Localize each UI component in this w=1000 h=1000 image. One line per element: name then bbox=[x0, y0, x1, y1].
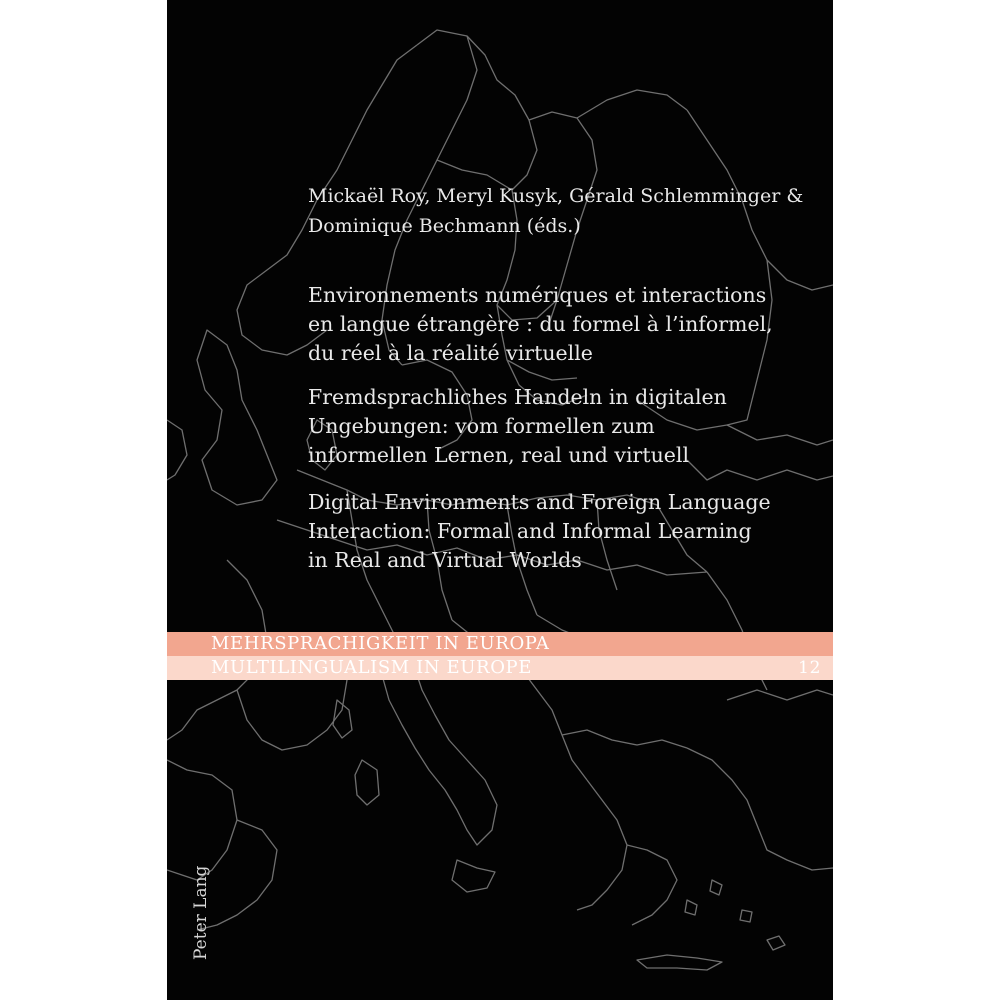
title-french-line: Environnements numériques et interactions bbox=[308, 283, 767, 307]
series-band-german bbox=[167, 632, 833, 656]
title-french-line: en langue étrangère : du formel à l’informel, bbox=[308, 312, 773, 336]
series-number: 12 bbox=[798, 658, 821, 678]
editors bbox=[308, 181, 828, 241]
title-english bbox=[308, 488, 828, 575]
title-english-line: in Real and Virtual Worlds bbox=[308, 548, 582, 572]
title-german-line: Ungebungen: vom formellen zum bbox=[308, 414, 655, 438]
title-german-line: Fremdsprachliches Handeln in digitalen bbox=[308, 385, 727, 409]
title-french-line: du réel à la réalité virtuelle bbox=[308, 341, 593, 365]
title-german bbox=[308, 383, 828, 470]
series-band-english bbox=[167, 656, 833, 680]
series-name-german: MEHRSPRACHIGKEIT IN EUROPA bbox=[211, 633, 550, 654]
book-cover bbox=[167, 0, 833, 1000]
title-german-line: informellen Lernen, real und virtuell bbox=[308, 443, 690, 467]
editors-line-1: Mickaël Roy, Meryl Kusyk, Gérald Schlemminger & bbox=[308, 185, 804, 207]
title-english-line: Digital Environments and Foreign Language bbox=[308, 490, 771, 514]
series-name-english: MULTILINGUALISM IN EUROPE bbox=[211, 657, 533, 678]
title-french bbox=[308, 281, 828, 368]
publisher-name: Peter Lang bbox=[191, 865, 211, 960]
editors-line-2: Dominique Bechmann (éds.) bbox=[308, 215, 581, 237]
title-english-line: Interaction: Formal and Informal Learning bbox=[308, 519, 752, 543]
